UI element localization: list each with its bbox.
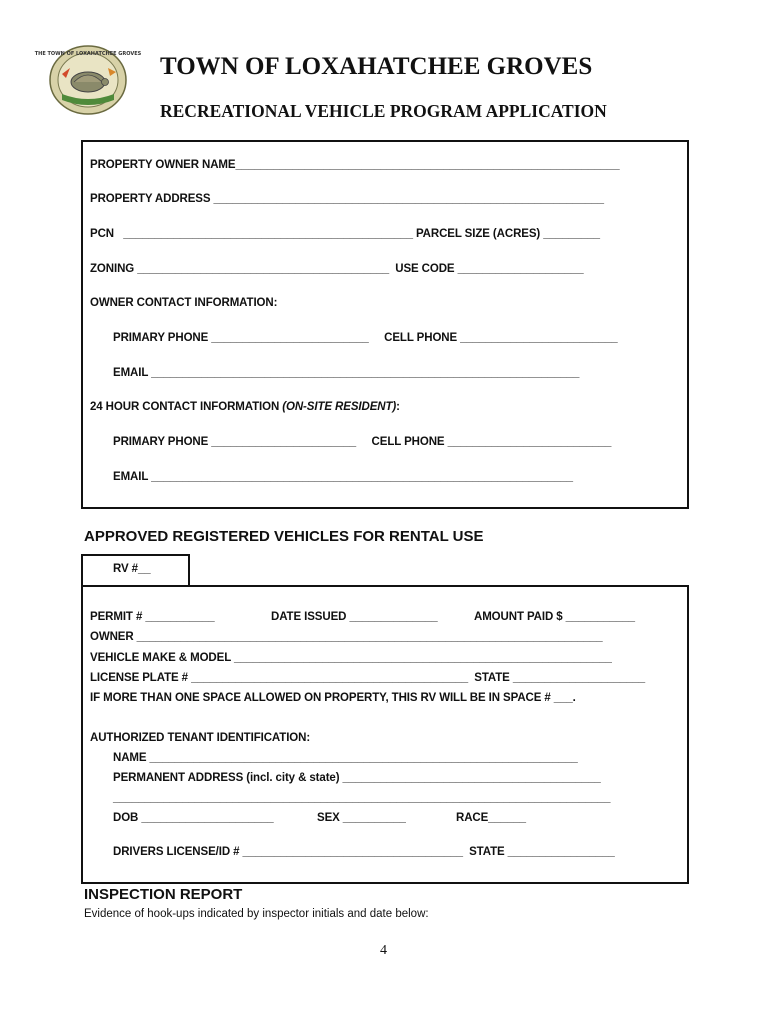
- license-plate-state-field[interactable]: LICENSE PLATE # ____________________________________________ STATE _____________________: [90, 672, 646, 684]
- contact-24h-colon: :: [396, 401, 400, 413]
- page-title: TOWN OF LOXAHATCHEE GROVES: [160, 53, 593, 80]
- owner-phone-fields[interactable]: PRIMARY PHONE _________________________ CELL PHONE _________________________: [113, 332, 618, 344]
- vehicle-owner-field[interactable]: OWNER __________________________________________________________________________: [90, 631, 603, 643]
- date-issued-field[interactable]: DATE ISSUED ______________: [271, 611, 438, 623]
- page-number: 4: [380, 943, 387, 958]
- zoning-use-code-field[interactable]: ZONING ________________________________________ USE CODE ____________________: [90, 263, 584, 275]
- approved-vehicles-heading: APPROVED REGISTERED VEHICLES FOR RENTAL USE: [84, 528, 484, 545]
- contact-24h-heading: [90, 401, 400, 413]
- property-owner-name-field[interactable]: PROPERTY OWNER NAME_____________________________________________________________: [90, 159, 620, 171]
- tenant-name-field[interactable]: NAME ____________________________________________________________________: [113, 752, 578, 764]
- inspection-report-heading: INSPECTION REPORT: [84, 886, 243, 903]
- tenant-race-field[interactable]: RACE______: [456, 812, 526, 824]
- owner-contact-heading: OWNER CONTACT INFORMATION:: [90, 297, 278, 309]
- tenant-dob-field[interactable]: DOB _____________________: [113, 812, 274, 824]
- tenant-address-line-2[interactable]: _______________________________________________________________________________: [113, 792, 611, 804]
- drivers-license-state-field[interactable]: DRIVERS LICENSE/ID # ___________________________________ STATE _________________: [113, 846, 615, 858]
- vehicle-make-model-field[interactable]: VEHICLE MAKE & MODEL ____________________________________________________________: [90, 652, 612, 664]
- pcn-parcel-size-field[interactable]: PCN ______________________________________________ PARCEL SIZE (ACRES) _________: [90, 228, 600, 240]
- contact-24h-label: 24 HOUR CONTACT INFORMATION: [90, 401, 283, 413]
- contact-24h-phone-fields[interactable]: PRIMARY PHONE _______________________ CELL PHONE __________________________: [113, 436, 612, 448]
- space-number-field[interactable]: IF MORE THAN ONE SPACE ALLOWED ON PROPERTY, THIS RV WILL BE IN SPACE # ___.: [90, 692, 576, 704]
- tenant-sex-field[interactable]: SEX __________: [317, 812, 406, 824]
- rv-number-label: RV #__: [113, 563, 151, 575]
- contact-24h-email-field[interactable]: EMAIL ___________________________________________________________________: [113, 471, 573, 483]
- tenant-id-heading: AUTHORIZED TENANT IDENTIFICATION:: [90, 732, 311, 744]
- town-seal-logo: [34, 44, 142, 116]
- permit-number-field[interactable]: PERMIT # ___________: [90, 611, 215, 623]
- owner-email-field[interactable]: EMAIL ____________________________________________________________________: [113, 367, 580, 379]
- inspection-subtext: Evidence of hook-ups indicated by inspector initials and date below:: [84, 908, 429, 920]
- tenant-permanent-address-field[interactable]: PERMANENT ADDRESS (incl. city & state) _________________________________________: [113, 772, 601, 784]
- page-subtitle: RECREATIONAL VEHICLE PROGRAM APPLICATION: [160, 101, 607, 121]
- amount-paid-field[interactable]: AMOUNT PAID $ ___________: [474, 611, 635, 623]
- seal-text: THE TOWN OF LOXAHATCHEE GROVES: [34, 51, 142, 57]
- property-address-field[interactable]: PROPERTY ADDRESS ______________________________________________________________: [90, 193, 604, 205]
- contact-24h-italic: (ON-SITE RESIDENT): [282, 401, 397, 413]
